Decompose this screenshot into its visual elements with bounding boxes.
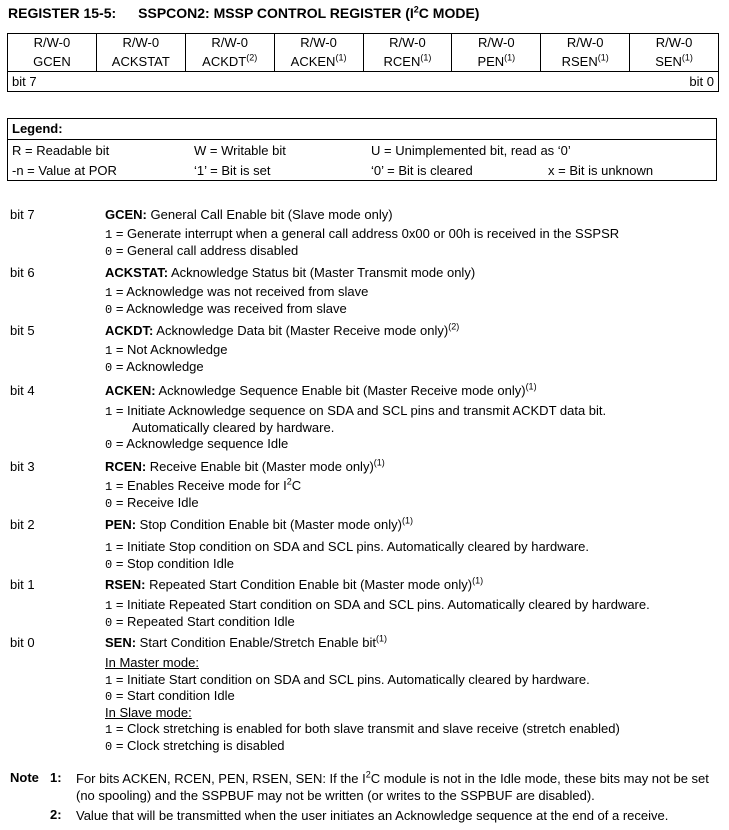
bit-label: bit 4: [10, 383, 35, 398]
notes-section: [10, 770, 715, 824]
legend-writable: W = Writable bit: [194, 143, 286, 158]
bit-values-acken: 1 = Initiate Acknowledge sequence on SDA and SCL pins and transmit ACKDT data bit. Automatically cleared by hardware. 0 = Acknowledge sequence Idle: [105, 403, 607, 452]
bit-description-ackstat: ACKSTAT: Acknowledge Status bit (Master Transmit mode only): [105, 265, 476, 280]
access-cell: R/W-0: [8, 34, 97, 52]
bit-values-sen: In Master mode: 1 = Initiate Start condition on SDA and SCL pins. Automatically cleared by hardware. 0 = Start condition Idle In Slave mode: 1 = Clock stretching is enabled for both slave transmit and slave receive (stretch enabled) 0 = Clock stretching is disabled: [105, 655, 620, 754]
bit-description-rsen: RSEN: Repeated Start Condition Enable bit (Master mode only)$^{(1)}$: [105, 575, 484, 592]
bit-description-gcen: GCEN: General Call Enable bit (Slave mode only): [105, 207, 393, 222]
bit-description-sen: SEN: Start Condition Enable/Stretch Enable bit$^{(1)}$: [105, 633, 387, 650]
bit-label: bit 0: [10, 635, 35, 650]
access-cell: R/W-0: [452, 34, 541, 52]
bit-label: bit 7: [10, 207, 35, 222]
note-number: 2:: [50, 807, 62, 822]
legend-readable: R = Readable bit: [12, 143, 110, 158]
bit-name-cell: ACKSTAT: [96, 51, 185, 72]
register-bit-table: [7, 33, 719, 92]
bit-name-cell: RSEN$^{(1)}$: [541, 51, 630, 72]
note-2: 2: Value that will be transmitted when the user initiates an Acknowledge sequence at the end of a receive.: [50, 807, 669, 823]
note-number: 1:: [50, 770, 62, 785]
msb-label: bit 7: [12, 74, 37, 89]
access-cell: R/W-0: [363, 34, 452, 52]
bit-label: bit 2: [10, 517, 35, 532]
bit-label: bit 1: [10, 577, 35, 592]
bit-order-row: [8, 72, 719, 92]
bit-values-gcen: 1 = Generate interrupt when a general call address 0x00 or 00h is received in the SSPSR 0 = General call address disabled: [105, 226, 620, 259]
legend-unknown: x = Bit is unknown: [548, 163, 654, 178]
bit-name-cell: GCEN: [8, 51, 97, 72]
bit-description-ackdt: ACKDT: Acknowledge Data bit (Master Receive mode only)$^{(2)}$: [105, 321, 460, 338]
lsb-label: bit 0: [689, 74, 714, 89]
bit-description-rcen: RCEN: Receive Enable bit (Master mode only)$^{(1)}$: [105, 457, 385, 474]
legend-divider: [8, 139, 716, 140]
access-cell: R/W-0: [96, 34, 185, 52]
bit-name-cell: RCEN$^{(1)}$: [363, 51, 452, 72]
legend-unimplemented: U = Unimplemented bit, read as ‘0’: [371, 143, 571, 158]
bit-label: bit 3: [10, 459, 35, 474]
bit-name-cell: SEN$^{(1)}$: [630, 51, 719, 72]
bit-values-rsen: 1 = Initiate Repeated Start condition on SDA and SCL pins. Automatically cleared by hardware. 0 = Repeated Start condition Idle: [105, 597, 650, 630]
legend-set: ‘1’ = Bit is set: [194, 163, 271, 178]
note-label: Note: [10, 770, 39, 785]
register-title: [8, 5, 479, 21]
note-1: Note 1: For bits ACKEN, RCEN, PEN, RSEN, SEN: If the $I^2C$ module is not in the Idle mode, these bits may not be set (no spooling) and the SSPBUF may not be written (or writes to the SSPBUF are disabled).: [10, 769, 709, 803]
register-number: REGISTER 15-5:: [8, 5, 117, 21]
bit-name-row: [8, 51, 719, 72]
bit-name-cell: ACKDT$^{(2)}$: [185, 51, 274, 72]
access-cell: R/W-0: [630, 34, 719, 52]
legend-title: Legend:: [12, 121, 63, 136]
master-mode-heading: In Master mode:: [105, 655, 199, 670]
register-name: SSPCON2: MSSP CONTROL REGISTER ($I^2C$ MODE): [138, 4, 480, 21]
access-cell: R/W-0: [274, 34, 363, 52]
legend-cleared: ‘0’ = Bit is cleared: [371, 163, 473, 178]
bit-name-cell: ACKEN$^{(1)}$: [274, 51, 363, 72]
slave-mode-heading: In Slave mode:: [105, 704, 192, 720]
bit-values-ackstat: 1 = Acknowledge was not received from slave 0 = Acknowledge was received from slave: [105, 284, 369, 317]
access-row: [8, 34, 719, 52]
access-cell: R/W-0: [185, 34, 274, 52]
legend-por: -n = Value at POR: [12, 163, 117, 178]
bit-label: bit 6: [10, 265, 35, 280]
access-cell: R/W-0: [541, 34, 630, 52]
bit-values-rcen: 1 = Enables Receive mode for $I^2C$ 0 = Receive Idle: [105, 476, 302, 511]
bit-name-cell: PEN$^{(1)}$: [452, 51, 541, 72]
bit-label: bit 5: [10, 323, 35, 338]
bit-description-pen: PEN: Stop Condition Enable bit (Master mode only)$^{(1)}$: [105, 515, 413, 532]
bit-values-ackdt: 1 = Not Acknowledge 0 = Acknowledge: [105, 342, 228, 375]
bit-values-pen: 1 = Initiate Stop condition on SDA and SCL pins. Automatically cleared by hardware. 0 = Stop condition Idle: [105, 539, 590, 572]
legend-box: [7, 118, 717, 181]
bit-description-acken: ACKEN: Acknowledge Sequence Enable bit (Master Receive mode only)$^{(1)}$: [105, 381, 537, 398]
